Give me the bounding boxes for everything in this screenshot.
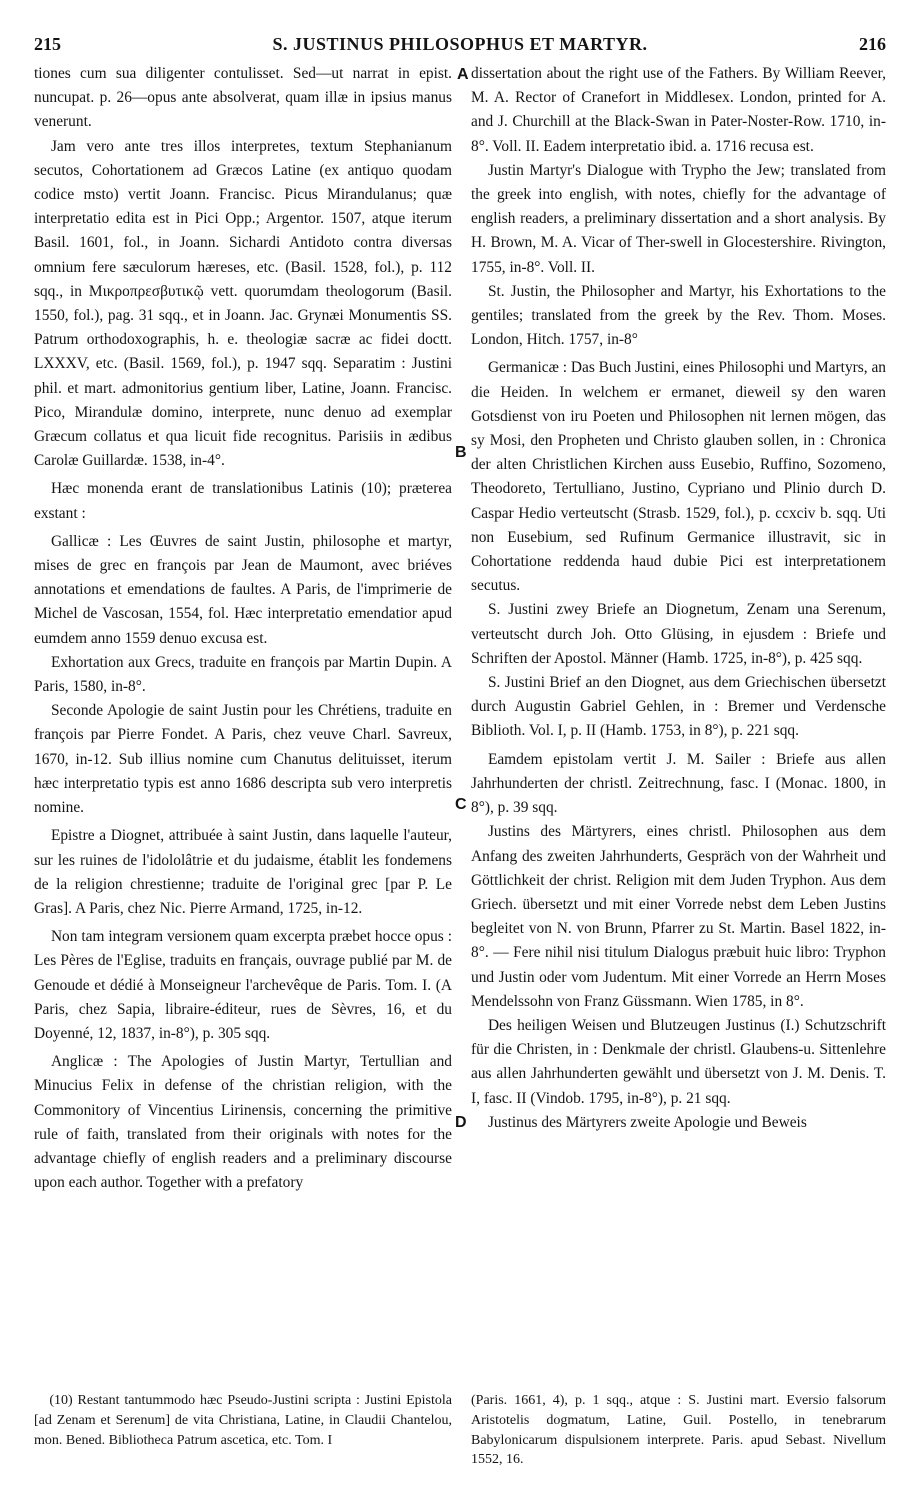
margin-marker-c: C bbox=[455, 796, 467, 813]
paragraph: dissertation about the right use of the Fathers. By William Reever, M. A. Rector of Cranefort in Middlesex. London, printed for A. and J. Churchill at the Black-Swan in Pater-Noster-Row. 1710, in-8°. Voll. II. Eadem interpretatio ibid. a. 1716 recusa est. bbox=[471, 65, 886, 155]
footnote-right bbox=[471, 1391, 886, 1470]
paragraph: Germanicæ : Das Buch Justini, eines Philosophi und Martyrs, an die Heiden. In welchem er ermanet, dieweil sy den waren Gotsdienst von iru Poeten und Philosophen nit lernen mögen, das sy Mosi, den Propheten und Christo glauben sollen, in : Chronica der alten Christlichen Kirchen auss Eusebio, Ruffino, Sozomeno, Theodoreto, Tertulliano, Justino, Cypriano und Plinio durch D. Caspar Hedio verteutscht (Strasb. 1529, fol.), p. ccxciv b. sqq. Uti non Eusebium, sed Rufinum Germanice illustravit, sic in Cohortatione reddenda haud dubie Pici est interpretationem secutus. bbox=[471, 359, 886, 595]
paragraph: Anglicæ : The Apologies of Justin Martyr, Tertullian and Minucius Felix in defense of the christian religion, with the Commonitory of Vincentius Lirinensis, concerning the primitive rule of faith, translated from their originals with notes for the advantage chiefly of english readers and a preliminary discourse upon each author. Together with a prefatory bbox=[34, 1053, 452, 1192]
paragraph: Exhortation aux Grecs, traduite en françois par Martin Dupin. A Paris, 1580, in-8°. bbox=[34, 653, 452, 696]
paragraph: S. Justini Brief an den Diognet, aus dem Griechischen übersetzt durch Augustin Gabriel Gehlen, in : Bremer und Verdensche Biblioth. Vol. I, p. II (Hamb. 1753, in 8°), p. 221 sqq. bbox=[471, 674, 886, 740]
paragraph: Gallicæ : Les Œuvres de saint Justin, philosophe et martyr, mises de grec en françois par Jean de Maumont, avec briéves annotations et emendations de faultes. A Paris, de l'imprimerie de Michel de Vascosan, 1554, fol. Hæc interpretatio emendatior apud eumdem anno 1559 denuo excusa est. bbox=[34, 532, 452, 647]
right-column bbox=[471, 62, 886, 1135]
margin-marker-a: A bbox=[457, 66, 469, 83]
paragraph: Epistre a Diognet, attribuée à saint Justin, dans laquelle l'auteur, sur les ruines de l'idololâtrie et du judaisme, établit les fondemens de la religion chrestienne; traduite de l'original grec [par P. Le Gras]. A Paris, chez Nic. Pierre Armand, 1725, in-12. bbox=[34, 827, 452, 917]
paragraph: S. Justini zwey Briefe an Diognetum, Zenam una Serenum, verteutscht durch Joh. Otto Glüsing, in ejusdem : Briefe und Schriften der Apostol. Männer (Hamb. 1725, in-8°), p. 425 sqq. bbox=[471, 601, 886, 667]
page-header bbox=[34, 34, 886, 60]
paragraph: Seconde Apologie de saint Justin pour les Chrétiens, traduite en françois par Pierre Fondet. A Paris, chez veuve Charl. Savreux, 1670, in-12. Sub illius nomine cum Chanutus delituisset, iterum hæc interpretatio typis est anno 1686 descripta sub vero interpretis nomine. bbox=[34, 702, 452, 817]
paragraph: Justin Martyr's Dialogue with Trypho the Jew; translated from the greek into english, with notes, chiefly for the advantage of english readers, a preliminary dissertation and a short analysis. By H. Brown, M. A. Vicar of Ther-swell in Glocestershire. Rivington, 1755, in-8°. Voll. II. bbox=[471, 161, 886, 276]
paragraph: Des heiligen Weisen und Blutzeugen Justinus (I.) Schutzschrift für die Christen, in : Denkmale der christl. Glaubens-u. Sittenlehre aus allen Jahrhunderten gewählt und übersetzt von J. M. Denis. T. I, fasc. II (Vindob. 1795, in-8°), p. 21 sqq. bbox=[471, 1016, 886, 1107]
page-number-left: 215 bbox=[34, 34, 61, 54]
paragraph: tiones cum sua diligenter contulisset. Sed—ut narrat in epist. nuncupat. p. 26—opus ante absolverat, quam illæ in ipsius manus venerunt. bbox=[34, 65, 452, 131]
paragraph: Non tam integram versionem quam excerpta præbet hocce opus : Les Pères de l'Eglise, traduits en français, ouvrage publié par M. de Genoude et dédié à Monseigneur l'archevêque de Paris. Tom. I. (A Paris, chez Sapia, libraire-éditeur, rues de Sèvres, 16, et du Doyenné, 12, 1837, in-8°), p. 305 sqq. bbox=[34, 928, 452, 1042]
running-title: S. JUSTINUS PHILOSOPHUS ET MARTYR. bbox=[272, 34, 648, 54]
margin-marker-d: D bbox=[455, 1114, 467, 1131]
paragraph: Jam vero ante tres illos interpretes, textum Stephanianum secutos, Cohortationem ad Græcos Latine (ex antiquo quodam codice msto) vertit Joann. Francisc. Picus Mirandulanus; quæ interpretatio edita est in Pici Opp.; Argentor. 1507, atque iterum Basil. 1601, fol., in Joann. Sichardi Antidoto contra diversas omnium fere sæculorum hæreses, etc. (Basil. 1528, fol.), p. 112 sqq., in Μικροπρεσβυτικῷ vett. quorumdam theologorum (Basil. 1550, fol.), pag. 31 sqq., et in Joann. Jac. Grynæi Monumentis SS. Patrum orthodoxographis, h. e. theologiæ sacræ ac fidei doctt. LXXXV, etc. (Basil. 1569, fol.), p. 1947 sqq. Separatim : Justini phil. et mart. admonitorius gentium liber, Latine, Joann. Francisc. Pico, Mirandulæ domino, interprete, nunc denuo ad exemplar Græcum collatus et qua licuit fide recognitus. Parisiis in ædibus Carolæ Guillardæ. 1538, in-4°. bbox=[34, 137, 452, 470]
footnote-text: (10) Restant tantummodo hæc Pseudo-Justini scripta : Justini Epistola [ad Zenam et Serenum] de vita Christiana, Latine, in Claudii Chantelou, mon. Bened. Bibliotheca Patrum ascetica, etc. Tom. I bbox=[34, 1393, 452, 1448]
page-number-right: 216 bbox=[859, 34, 886, 54]
paragraph: St. Justin, the Philosopher and Martyr, his Exhortations to the gentiles; translated from the greek by the Rev. Thom. Moses. London, Hitch. 1757, in-8° bbox=[471, 282, 886, 349]
paragraph: Eamdem epistolam vertit J. M. Sailer : Briefe aus allen Jahrhunderten der christl. Zeitrechnung, fasc. I (Monac. 1800, in 8°), p. 39 sqq. bbox=[471, 750, 886, 817]
paragraph: Hæc monenda erant de translationibus Latinis (10); præterea exstant : bbox=[34, 480, 452, 522]
paragraph: Justinus des Märtyrers zweite Apologie und Beweis bbox=[487, 1113, 807, 1131]
left-column bbox=[34, 62, 452, 1195]
footnote-text: (Paris. 1661, 4), p. 1 sqq., atque : S. Justini mart. Eversio falsorum Aristotelis dogmatum, Latine, Guil. Postello, in tenebrarum Babylonicarum dispulsionem interprete. Paris. apud Sebast. Nivellum 1552, 16. bbox=[471, 1393, 886, 1468]
paragraph: Justins des Märtyrers, eines christl. Philosophen aus dem Anfang des zweiten Jahrhunderts, Gespräch von der Wahrheit und Göttlichkeit der christ. Religion mit dem Juden Tryphon. Aus dem Griech. übersetzt und mit einer Vorrede nebst dem Leben Justins begleitet von N. von Brunn, Pfarrer zu St. Martin. Basel 1822, in-8°. — Fere nihil nisi titulum Dialogus præbuit huic libro: Tryphon und Justin oder vom Judentum. Mit einer Vorrede an Herrn Moses Mendelssohn von Franz Güssmann. Wien 1785, in 8°. bbox=[471, 823, 886, 1010]
margin-marker-b: B bbox=[455, 444, 467, 461]
footnote-left bbox=[34, 1391, 452, 1450]
